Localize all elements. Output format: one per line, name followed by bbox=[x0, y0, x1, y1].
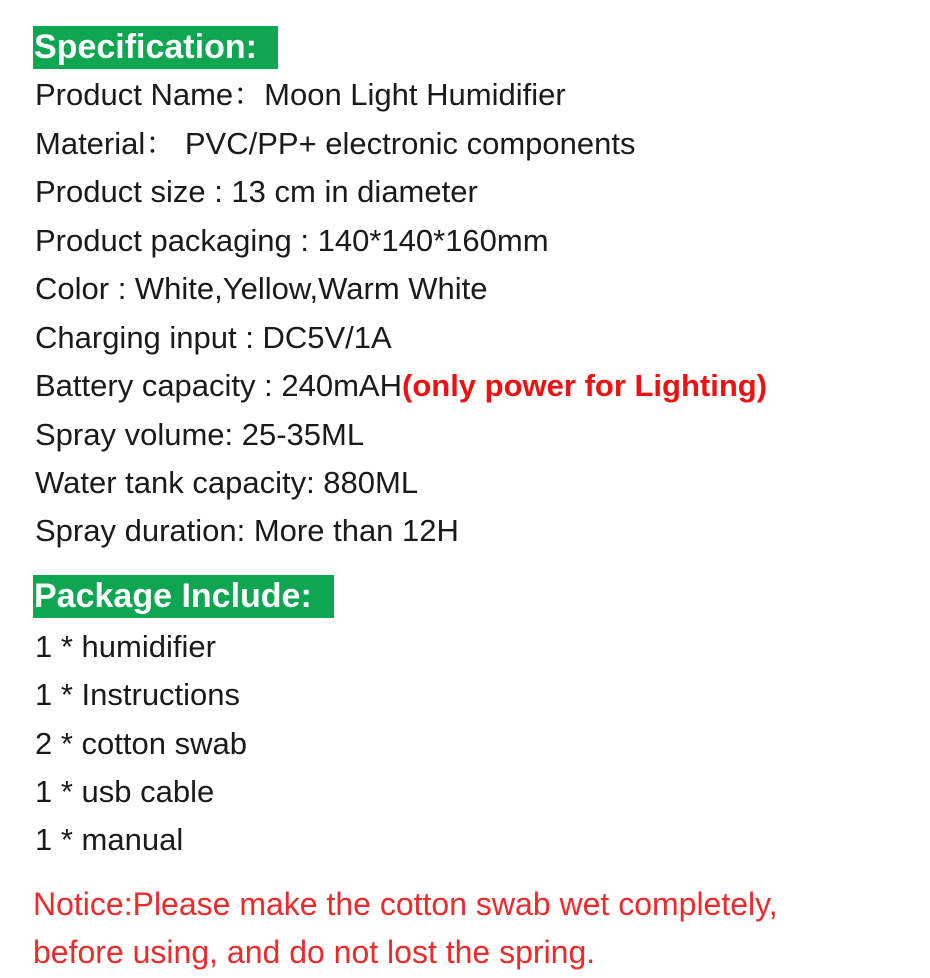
spec-charging-input: Charging input : DC5V/1A bbox=[35, 320, 392, 355]
package-item: 1 * manual bbox=[35, 822, 184, 857]
package-item: 2 * cotton swab bbox=[35, 726, 247, 761]
spec-spray-duration: Spray duration: More than 12H bbox=[35, 513, 459, 548]
notice-line-1: Notice:Please make the cotton swab wet completely, bbox=[33, 886, 778, 922]
package-item: 1 * humidifier bbox=[35, 629, 216, 664]
spec-product-name: Product Name：Moon Light Humidifier bbox=[35, 77, 566, 112]
spec-product-packaging: Product packaging : 140*140*160mm bbox=[35, 223, 549, 258]
package-item: 1 * usb cable bbox=[35, 774, 215, 809]
spec-water-tank: Water tank capacity: 880ML bbox=[35, 465, 419, 500]
package-item: 1 * Instructions bbox=[35, 677, 241, 712]
spec-material: Material： PVC/PP+ electronic components bbox=[35, 126, 636, 161]
package-heading: Package Include: bbox=[33, 575, 334, 618]
spec-battery-capacity bbox=[35, 366, 767, 406]
spec-spray-volume: Spray volume: 25-35ML bbox=[35, 417, 365, 452]
notice-line-2: before using, and do not lost the spring. bbox=[33, 934, 596, 970]
battery-capacity-value: Battery capacity : 240mAH bbox=[35, 368, 402, 403]
spec-product-size: Product size : 13 cm in diameter bbox=[35, 174, 478, 209]
battery-note: (only power for Lighting) bbox=[402, 368, 768, 403]
spec-color: Color : White,Yellow,Warm White bbox=[35, 271, 488, 306]
specification-heading: Specification: bbox=[33, 26, 278, 69]
